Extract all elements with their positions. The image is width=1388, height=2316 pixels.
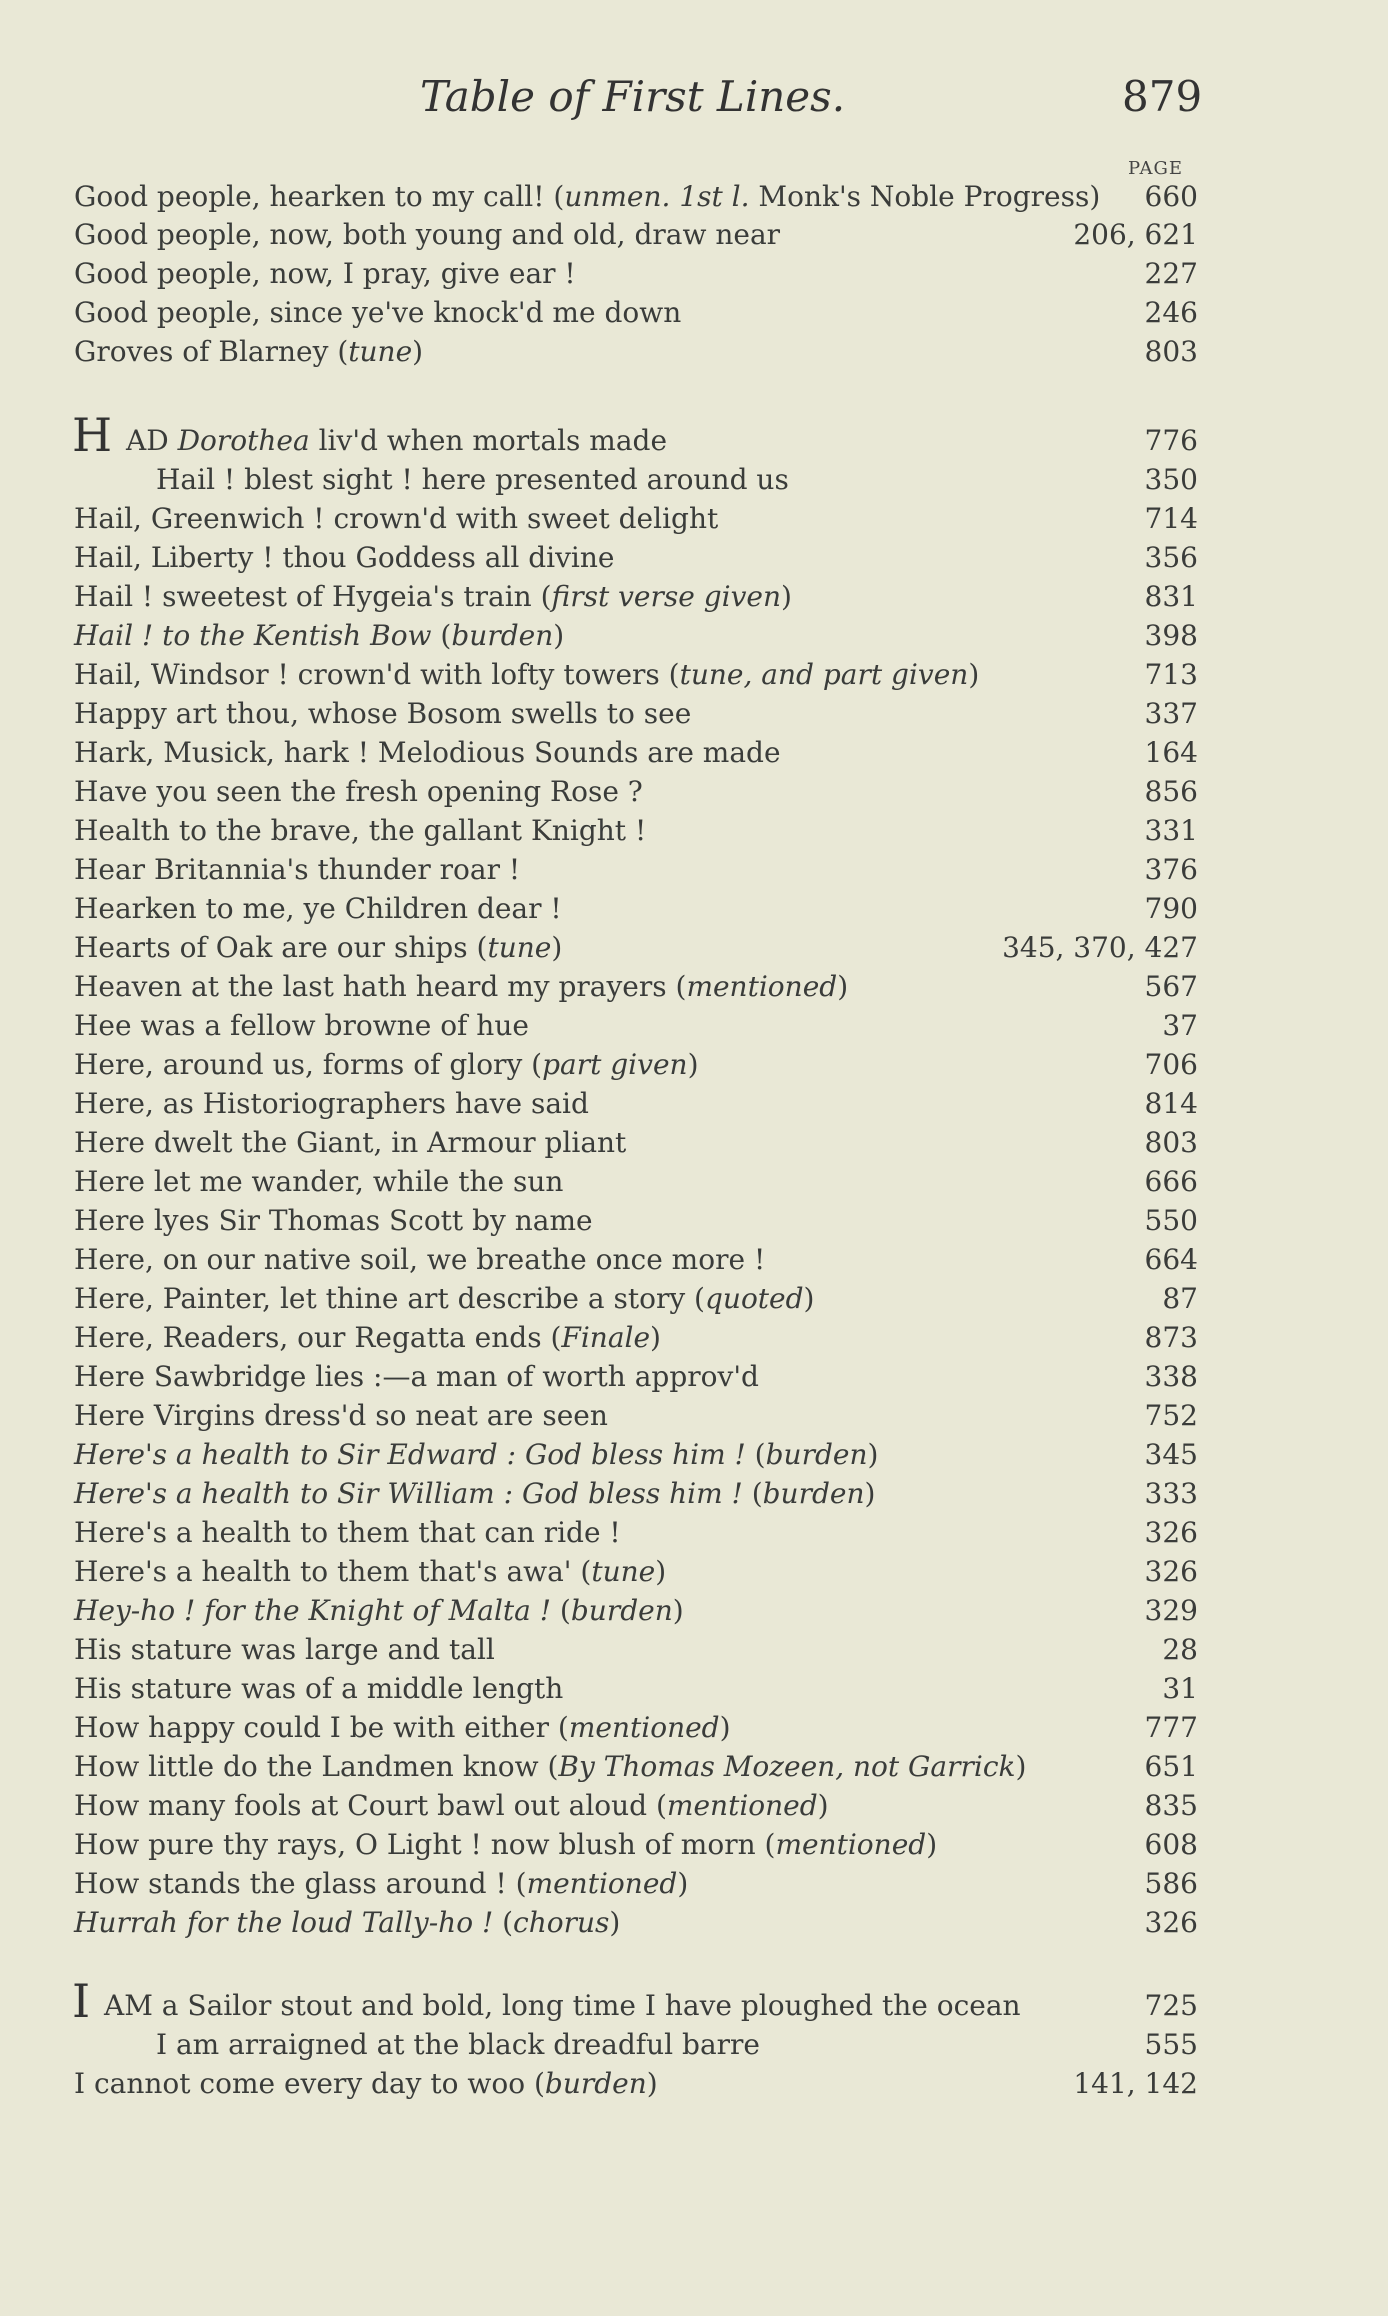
- first-line-text: AM a Sailor stout and bold, long time I have ploughed the ocean: [104, 1989, 1021, 2022]
- page-reference: 37: [1162, 1009, 1198, 1042]
- page-reference: 664: [1144, 1243, 1198, 1276]
- list-item: [74, 1670, 1198, 1708]
- first-line-text: Here's a health to them that's awa' (tune): [74, 1555, 667, 1588]
- first-line-text: Hearts of Oak are our ships (tune): [74, 931, 563, 964]
- list-item: [74, 851, 1198, 889]
- first-line-text: Here's a health to Sir William : God bless him ! (burden): [74, 1477, 876, 1510]
- page-reference: 376: [1144, 853, 1198, 886]
- list-item: [74, 294, 1198, 332]
- first-line-text: Hey-ho ! for the Knight of Malta ! (burden): [74, 1594, 684, 1627]
- list-item: [74, 255, 1198, 293]
- page-reference: 345: [1144, 1438, 1198, 1471]
- list-item: [74, 968, 1198, 1006]
- page-reference: 856: [1144, 775, 1198, 808]
- list-item: [74, 617, 1198, 655]
- list-item: [74, 1397, 1198, 1435]
- dropcap-i: I: [72, 1974, 91, 2028]
- list-item: [74, 1904, 1198, 1942]
- list-item: [74, 812, 1198, 850]
- first-line-text: Happy art thou, whose Bosom swells to see: [74, 697, 692, 730]
- page-reference: 803: [1144, 335, 1198, 368]
- page-reference: 586: [1144, 1867, 1198, 1900]
- first-line-text: Here, around us, forms of glory (part given): [74, 1048, 699, 1081]
- list-item: [74, 1280, 1198, 1318]
- page-reference: 776: [1144, 424, 1198, 457]
- list-item: [74, 1826, 1198, 1864]
- first-line-text: Here's a health to them that can ride !: [74, 1516, 621, 1549]
- page-reference: 831: [1144, 580, 1198, 613]
- page-reference: 350: [1144, 463, 1198, 496]
- page-reference: 803: [1144, 1126, 1198, 1159]
- page-reference: 141, 142: [1073, 2067, 1198, 2100]
- list-item: [74, 1007, 1198, 1045]
- list-item: [74, 422, 1198, 460]
- list-item: [74, 216, 1198, 254]
- first-line-text: How many fools at Court bawl out aloud (mentioned): [74, 1789, 829, 1822]
- page-number: 879: [1122, 72, 1203, 121]
- page-reference: 338: [1144, 1360, 1198, 1393]
- first-line-text: Good people, now, I pray, give ear !: [74, 257, 576, 290]
- first-line-text: Hail, Greenwich ! crown'd with sweet delight: [74, 502, 719, 535]
- list-item: [74, 1124, 1198, 1162]
- page-reference: 345, 370, 427: [1002, 931, 1198, 964]
- page-reference: 790: [1144, 892, 1198, 925]
- page-reference: 835: [1144, 1789, 1198, 1822]
- first-line-text: Here let me wander, while the sun: [74, 1165, 564, 1198]
- first-line-text: His stature was of a middle length: [74, 1672, 564, 1705]
- page-reference: 666: [1144, 1165, 1198, 1198]
- page-column-label: PAGE: [1128, 158, 1183, 179]
- list-item: [74, 1241, 1198, 1279]
- first-line-text: Here, as Historiographers have said: [74, 1087, 589, 1120]
- page-reference: 246: [1144, 296, 1198, 329]
- first-line-text: Hark, Musick, hark ! Melodious Sounds are made: [74, 736, 781, 769]
- first-line-text: Health to the brave, the gallant Knight !: [74, 814, 647, 847]
- page-reference: 28: [1162, 1633, 1198, 1666]
- page-reference: 725: [1144, 1989, 1198, 2022]
- list-item: [74, 1592, 1198, 1630]
- page-reference: 329: [1144, 1594, 1198, 1627]
- page-reference: 326: [1144, 1906, 1198, 1939]
- first-line-text: Have you seen the fresh opening Rose ?: [74, 775, 643, 808]
- page-reference: 608: [1144, 1828, 1198, 1861]
- list-item: [74, 1163, 1198, 1201]
- dropcap-h: H: [72, 408, 113, 462]
- first-line-text: Hail, Windsor ! crown'd with lofty towers (tune, and part given): [74, 658, 980, 691]
- page-reference: 227: [1144, 257, 1198, 290]
- first-line-text: Here, Readers, our Regatta ends (Finale): [74, 1321, 661, 1354]
- list-item: [74, 1709, 1198, 1747]
- page-reference: 31: [1162, 1672, 1198, 1705]
- first-line-text: His stature was large and tall: [74, 1633, 495, 1666]
- page-reference: 87: [1162, 1282, 1198, 1315]
- list-item: [74, 1787, 1198, 1825]
- list-item: [74, 1202, 1198, 1240]
- list-item: [74, 1436, 1198, 1474]
- first-line-text: Hurrah for the loud Tally-ho ! (chorus): [74, 1906, 621, 1939]
- list-item: [74, 1358, 1198, 1396]
- first-line-text: Here, Painter, let thine art describe a story (quoted): [74, 1282, 815, 1315]
- first-line-text: Good people, now, both young and old, draw near: [74, 218, 781, 251]
- page-reference: 555: [1144, 2028, 1198, 2061]
- first-line-text: Hear Britannia's thunder roar !: [74, 853, 521, 886]
- page-reference: 706: [1144, 1048, 1198, 1081]
- first-line-text: Good people, hearken to my call! (unmen. 1st l. Monk's Noble Progress): [74, 180, 1101, 213]
- first-line-text: Good people, since ye've knock'd me down: [74, 296, 682, 329]
- first-line-text: Heaven at the last hath heard my prayers (mentioned): [74, 970, 849, 1003]
- list-item: [74, 1085, 1198, 1123]
- page-reference: 164: [1144, 736, 1198, 769]
- first-line-text: I cannot come every day to woo (burden): [74, 2067, 658, 2100]
- list-item: [74, 1514, 1198, 1552]
- first-line-text: Here Virgins dress'd so neat are seen: [74, 1399, 608, 1432]
- page-reference: 752: [1144, 1399, 1198, 1432]
- page-title: Table of First Lines.: [420, 72, 846, 121]
- list-item: [74, 656, 1198, 694]
- page-reference: 651: [1144, 1750, 1198, 1783]
- list-item: [74, 695, 1198, 733]
- page-reference: 660: [1144, 180, 1198, 213]
- page-reference: 356: [1144, 541, 1198, 574]
- first-line-text: Hail ! blest sight ! here presented around us: [156, 463, 789, 496]
- first-line-text: Hearken to me, ye Children dear !: [74, 892, 562, 925]
- page-reference: 337: [1144, 697, 1198, 730]
- page-reference: 326: [1144, 1555, 1198, 1588]
- page-reference: 331: [1144, 814, 1198, 847]
- first-line-text: How pure thy rays, O Light ! now blush of morn (mentioned): [74, 1828, 938, 1861]
- list-item: [74, 578, 1198, 616]
- page-reference: 326: [1144, 1516, 1198, 1549]
- list-item: [74, 1319, 1198, 1357]
- list-item: [74, 461, 1198, 499]
- list-item: [74, 1631, 1198, 1669]
- list-item: [74, 1748, 1198, 1786]
- page-reference: 713: [1144, 658, 1198, 691]
- page-reference: 873: [1144, 1321, 1198, 1354]
- list-item: [74, 773, 1198, 811]
- first-line-text: AD Dorothea liv'd when mortals made: [126, 424, 668, 457]
- page-reference: 814: [1144, 1087, 1198, 1120]
- first-line-text: Here dwelt the Giant, in Armour pliant: [74, 1126, 627, 1159]
- first-line-text: Hail, Liberty ! thou Goddess all divine: [74, 541, 615, 574]
- first-line-text: Here, on our native soil, we breathe once more !: [74, 1243, 766, 1276]
- list-item: [74, 1046, 1198, 1084]
- first-line-text: I am arraigned at the black dreadful barre: [156, 2028, 760, 2061]
- list-item: [74, 500, 1198, 538]
- first-line-text: Groves of Blarney (tune): [74, 335, 424, 368]
- list-item: [74, 1987, 1198, 2025]
- list-item: [74, 1553, 1198, 1591]
- page-reference: 714: [1144, 502, 1198, 535]
- first-line-text: Here's a health to Sir Edward : God bless him ! (burden): [74, 1438, 879, 1471]
- list-item: [74, 890, 1198, 928]
- list-item: [74, 1865, 1198, 1903]
- list-item: [74, 333, 1198, 371]
- page-reference: 777: [1144, 1711, 1198, 1744]
- first-line-text: Hee was a fellow browne of hue: [74, 1009, 529, 1042]
- page-reference: 333: [1144, 1477, 1198, 1510]
- list-item: [74, 734, 1198, 772]
- first-line-text: How happy could I be with either (mentioned): [74, 1711, 731, 1744]
- list-item: [74, 2026, 1198, 2064]
- page-reference: 206, 621: [1073, 218, 1198, 251]
- first-line-text: Here lyes Sir Thomas Scott by name: [74, 1204, 593, 1237]
- page-reference: 567: [1144, 970, 1198, 1003]
- list-item: [74, 178, 1198, 216]
- first-line-text: Hail ! to the Kentish Bow (burden): [74, 619, 565, 652]
- list-item: [74, 2065, 1198, 2103]
- list-item: [74, 539, 1198, 577]
- list-item: [74, 929, 1198, 967]
- page-reference: 398: [1144, 619, 1198, 652]
- list-item: [74, 1475, 1198, 1513]
- first-line-text: How little do the Landmen know (By Thomas Mozeen, not Garrick): [74, 1750, 1027, 1783]
- first-line-text: Hail ! sweetest of Hygeia's train (first verse given): [74, 580, 792, 613]
- first-line-text: Here Sawbridge lies :—a man of worth approv'd: [74, 1360, 759, 1393]
- page-reference: 550: [1144, 1204, 1198, 1237]
- first-line-text: How stands the glass around ! (mentioned): [74, 1867, 689, 1900]
